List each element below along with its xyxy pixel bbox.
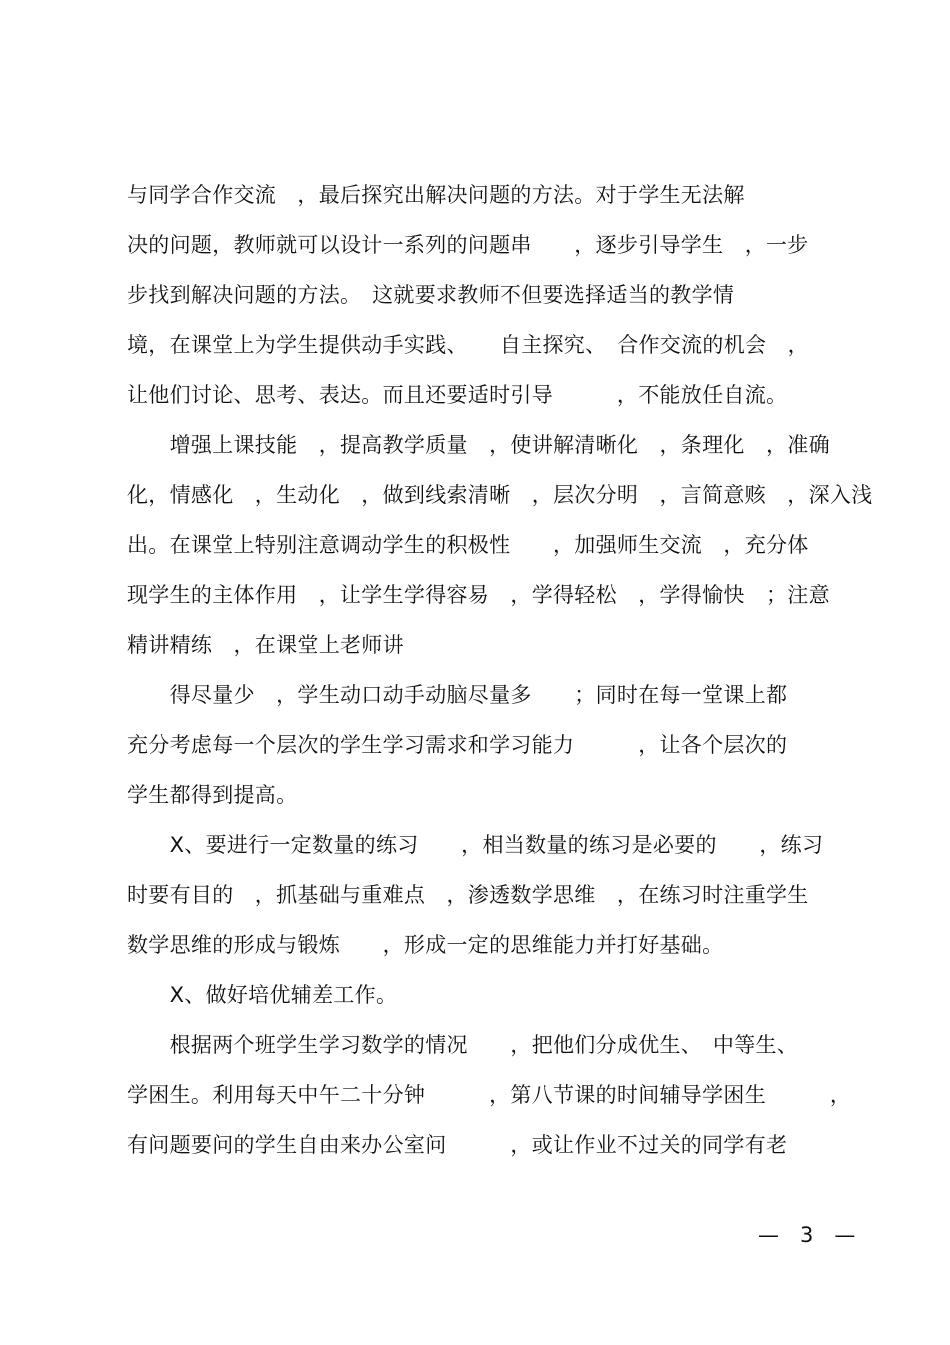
text-line: 化，情感化 ，生动化 ，做到线索清晰 ，层次分明 ，言简意赅 ，深入浅: [127, 483, 873, 507]
text-line: 充分考虑每一个层次的学生学习需求和学习能力 ，让各个层次的: [127, 733, 788, 757]
text-line: 决的问题，教师就可以设计一系列的问题串 ，逐步引导学生 ，一步: [127, 233, 809, 257]
text-line: 学困生。利用每天中午二十分钟 ，第八节课的时间辅导学困生 ，: [127, 1083, 852, 1107]
text-line: 增强上课技能 ，提高教学质量 ，使讲解清晰化 ，条理化 ，准确: [127, 433, 830, 457]
text-line: 境，在课堂上为学生提供动手实践、 自主探究、 合作交流的机会 ，: [127, 333, 809, 357]
text-line: X、做好培优辅差工作。: [127, 983, 398, 1007]
text-line: 得尽量少 ，学生动口动手动脑尽量多 ；同时在每一堂课上都: [127, 683, 788, 707]
text-line: 出。在课堂上特别注意调动学生的积极性 ，加强师生交流 ，充分体: [127, 533, 809, 557]
text-line: X、要进行一定数量的练习 ，相当数量的练习是必要的 ，练习: [127, 833, 824, 857]
text-line: 精讲精练 ，在课堂上老师讲: [127, 633, 404, 657]
text-line: 与同学合作交流 ，最后探究出解决问题的方法。对于学生无法解: [127, 183, 745, 207]
text-line: 学生都得到提高。: [127, 783, 298, 807]
text-line: 步找到解决问题的方法。 这就要求教师不但要选择适当的教学情: [127, 283, 735, 307]
text-line: 时要有目的 ，抓基础与重难点 ，渗透数学思维 ，在练习时注重学生: [127, 883, 809, 907]
text-line: 有问题要问的学生自由来办公室问 ，或让作业不过关的同学有老: [127, 1133, 788, 1157]
page-number: — 3 —: [758, 1223, 856, 1247]
text-line: 让他们讨论、思考、表达。而且还要适时引导 ，不能放任自流。: [127, 383, 788, 407]
text-line: 根据两个班学生学习数学的情况 ，把他们分成优生、 中等生、: [127, 1033, 799, 1057]
text-line: 现学生的主体作用 ，让学生学得容易 ，学得轻松 ，学得愉快 ；注意: [127, 583, 830, 607]
text-line: 数学思维的形成与锻炼 ，形成一定的思维能力并打好基础。: [127, 933, 724, 957]
